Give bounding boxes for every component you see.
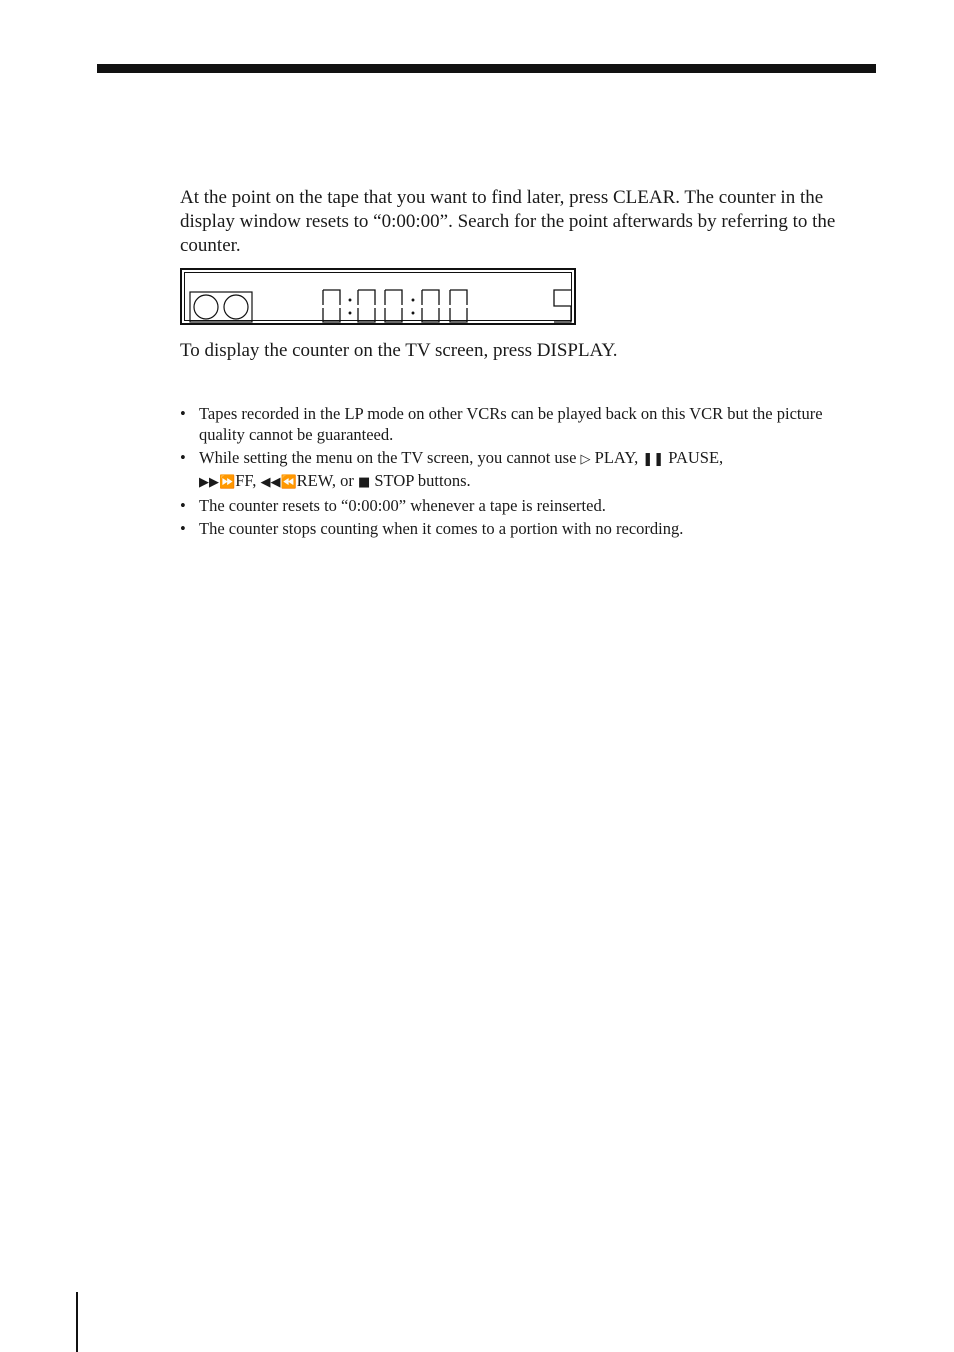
note-text: The counter resets to “0:00:00” whenever a tape is reinserted.	[199, 496, 606, 515]
rew-label: REW, or	[296, 471, 354, 490]
fast-forward-icon: ▶▶⏩	[199, 475, 236, 490]
pause-label: PAUSE,	[668, 448, 724, 467]
note-text: While setting the menu on the TV screen, you cannot use	[199, 448, 581, 467]
lcd-segment-gaps	[323, 305, 467, 308]
play-icon: ▷	[580, 452, 591, 467]
display-window	[180, 268, 576, 325]
notes-list	[180, 403, 870, 541]
intro-paragraph: At the point on the tape that you want to find later, press CLEAR. The counter in the display window resets to “0:00:00”. Search for the point afterwards by referring to the counter.	[180, 187, 836, 256]
stop-icon: ■	[357, 475, 371, 490]
note-item	[180, 495, 870, 516]
bullet: •	[180, 404, 186, 423]
play-label: PLAY,	[594, 448, 639, 467]
note-text: Tapes recorded in the LP mode on other VCRs can be played back on this VCR but the picture quality cannot be guaranteed.	[199, 404, 823, 444]
ff-label: FF,	[235, 471, 257, 490]
cassette-icon	[190, 292, 252, 322]
display-instruction: To display the counter on the TV screen, press DISPLAY.	[180, 340, 618, 361]
note-item	[180, 447, 870, 493]
indicator-s	[554, 290, 571, 322]
note-item	[180, 403, 870, 445]
counter-digits	[323, 290, 467, 322]
bullet: •	[180, 448, 186, 467]
display-window-graphic	[182, 270, 574, 323]
bullet: •	[180, 496, 186, 515]
pause-icon: ❚❚	[642, 452, 665, 467]
note-item	[180, 518, 870, 539]
rewind-icon: ◀◀⏪	[260, 475, 297, 490]
stop-label: STOP buttons.	[374, 471, 471, 490]
page-margin-rule	[76, 1292, 78, 1352]
bullet: •	[180, 519, 186, 538]
top-rule	[97, 64, 876, 73]
note-text: The counter stops counting when it comes to a portion with no recording.	[199, 519, 684, 538]
